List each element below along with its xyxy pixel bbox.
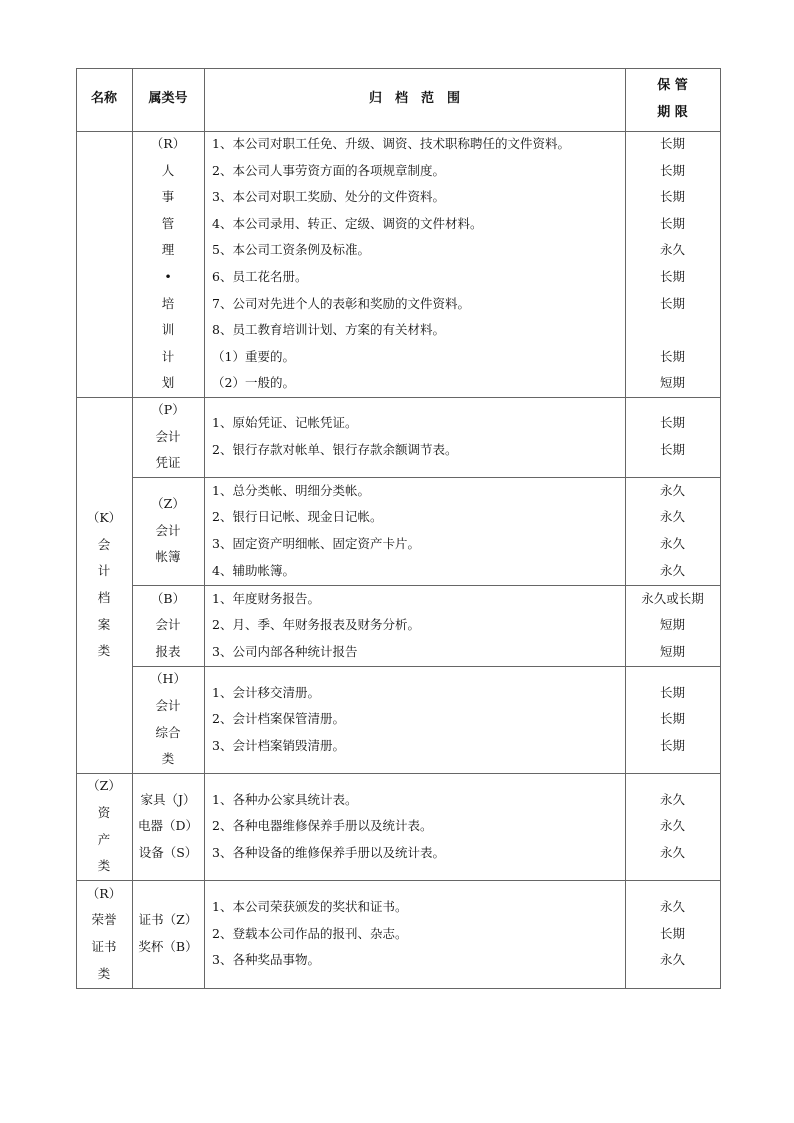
class-no-line: 计: [161, 348, 175, 364]
scope-item: 3、各种奖品事物。: [212, 952, 320, 968]
scope-item: 2、各种电器维修保养手册以及统计表。: [212, 818, 433, 834]
class-no-line: 奖杯（B）: [138, 939, 198, 954]
retention-period: 长期: [659, 162, 685, 178]
scope-cell: [204, 477, 625, 585]
scope-item: 3、各种设备的维修保养手册以及统计表。: [212, 844, 445, 860]
scope-item: 3、会计档案销毁清册。: [212, 737, 345, 753]
period-cell: [625, 477, 720, 585]
scope-item: （1）重要的。: [212, 348, 295, 364]
scope-item: 6、员工花名册。: [212, 269, 308, 284]
retention-period: 永久: [659, 791, 685, 807]
class-no-cell: [132, 477, 204, 585]
header-scope: [204, 68, 625, 131]
retention-period: 永久: [659, 482, 685, 498]
period-cell: [625, 397, 720, 477]
class-no-line: （H）: [150, 671, 186, 687]
scope-item: 2、月、季、年财务报表及财务分析。: [212, 617, 420, 633]
scope-item: 2、本公司人事劳资方面的各项规章制度。: [212, 162, 445, 178]
retention-period: 永久或长期: [641, 590, 704, 606]
class-no-cell: [132, 666, 204, 773]
section-name-line: （K）: [86, 510, 122, 526]
period-cell: [625, 880, 720, 988]
scope-cell: [204, 666, 625, 773]
column-divider: [720, 68, 721, 989]
scope-item: 1、会计移交清册。: [212, 684, 320, 700]
scope-cell: [204, 585, 625, 666]
class-no-line: 培: [161, 295, 175, 311]
retention-period: 长期: [659, 189, 685, 205]
retention-period: 短期: [659, 617, 685, 633]
header-name: [76, 68, 132, 131]
class-no-line: 人: [161, 162, 175, 178]
retention-period: 长期: [659, 136, 685, 152]
retention-period: 长期: [659, 269, 685, 284]
class-no-line: 综合: [155, 724, 181, 740]
class-no-line: 管: [161, 215, 175, 231]
class-no-line: 证书（Z）: [138, 912, 198, 928]
section-name-line: 会: [97, 536, 111, 552]
class-no-line: 理: [161, 242, 175, 258]
retention-period: 长期: [659, 415, 685, 431]
scope-cell: [204, 397, 625, 477]
class-no-line: 电器（D）: [137, 818, 199, 834]
retention-period: 长期: [659, 348, 685, 364]
scope-item: 2、会计档案保管清册。: [212, 711, 345, 727]
class-no-cell: [132, 773, 204, 880]
section-name-line: （Z）: [87, 778, 121, 794]
class-no-line: 事: [161, 189, 175, 205]
section-name-line: 计: [97, 563, 111, 579]
scope-item: 4、辅助帐簿。: [212, 562, 295, 578]
header-scope-label: 归 档 范 围: [368, 91, 460, 107]
section-name-cell: [76, 773, 132, 880]
class-no-line: 会计: [155, 617, 181, 633]
scope-item: 2、银行日记帐、现金日记帐。: [212, 509, 383, 525]
scope-item: 3、固定资产明细帐、固定资产卡片。: [212, 536, 420, 551]
scope-item: 3、公司内部各种统计报告: [212, 643, 358, 659]
period-cell: [625, 131, 720, 397]
header-class-no-label: 属类号: [148, 91, 188, 107]
section-name-cell: [76, 397, 132, 773]
class-no-cell: [132, 880, 204, 988]
class-no-line: 帐簿: [155, 549, 181, 565]
retention-period: 长期: [659, 295, 685, 311]
class-no-line: 凭证: [155, 455, 181, 471]
retention-period: 永久: [659, 509, 685, 525]
retention-period: 永久: [659, 818, 685, 834]
class-no-cell: [132, 131, 204, 397]
scope-item: 1、年度财务报告。: [212, 590, 320, 606]
retention-period: 长期: [659, 215, 685, 231]
header-class-no: [132, 68, 204, 131]
scope-cell: [204, 773, 625, 880]
class-no-line: 家具（J）: [140, 791, 196, 807]
class-no-line: 类: [161, 751, 175, 767]
class-no-line: （P）: [151, 402, 185, 418]
retention-period: 永久: [659, 844, 685, 860]
retention-period: 永久: [659, 899, 685, 915]
class-no-line: 报表: [155, 643, 181, 659]
period-cell: [625, 773, 720, 880]
scope-item: 1、本公司对职工任免、升级、调资、技术职称聘任的文件资料。: [212, 136, 570, 152]
class-no-line: 划: [161, 375, 175, 391]
scope-item: 8、员工教育培训计划、方案的有关材料。: [212, 322, 445, 338]
retention-period: 长期: [659, 925, 685, 941]
section-name-line: （R）: [86, 885, 122, 901]
scope-item: （2）一般的。: [212, 375, 295, 391]
section-name-line: 类: [97, 858, 111, 874]
section-name-line: 案: [97, 616, 111, 632]
retention-period: 长期: [659, 442, 685, 457]
scope-cell: [204, 880, 625, 988]
period-cell: [625, 585, 720, 666]
class-no-line: （Z）: [151, 496, 185, 512]
scope-item: 3、本公司对职工奖励、处分的文件资料。: [212, 189, 445, 205]
period-cell: [625, 666, 720, 773]
section-name-line: 档: [97, 590, 111, 605]
scope-item: 2、银行存款对帐单、银行存款余额调节表。: [212, 442, 458, 457]
retention-period: 永久: [659, 562, 685, 578]
scope-item: 2、登载本公司作品的报刊、杂志。: [212, 925, 408, 941]
retention-period: 长期: [659, 684, 685, 700]
header-period-label: 保 管: [657, 77, 688, 93]
section-name-line: 类: [97, 965, 111, 981]
scope-item: 1、各种办公家具统计表。: [212, 791, 358, 807]
class-no-line: 设备（S）: [138, 844, 198, 860]
scope-item: 1、总分类帐、明细分类帐。: [212, 482, 370, 498]
section-name-cell: [76, 131, 132, 397]
header-period: [625, 68, 720, 131]
section-name-cell: [76, 880, 132, 988]
class-no-line: （B）: [150, 590, 186, 606]
scope-item: 4、本公司录用、转正、定级、调资的文件材料。: [212, 215, 483, 231]
retention-period: 永久: [659, 952, 685, 968]
header-period-label: 期 限: [657, 104, 688, 120]
class-no-line: 会计: [155, 428, 181, 444]
class-no-cell: [132, 585, 204, 666]
retention-period: 短期: [659, 375, 685, 391]
scope-item: 7、公司对先进个人的表彰和奖励的文件资料。: [212, 295, 470, 311]
scope-item: 1、原始凭证、记帐凭证。: [212, 415, 358, 431]
section-name-line: 资: [97, 804, 111, 820]
section-name-line: 证书: [91, 939, 117, 954]
class-no-line: 训: [161, 322, 175, 338]
class-no-line: 会计: [155, 697, 181, 713]
scope-item: 1、本公司荣获颁发的奖状和证书。: [212, 899, 408, 915]
scope-cell: [204, 131, 625, 397]
class-no-line: 会计: [155, 522, 181, 538]
class-no-line: •: [164, 269, 172, 284]
retention-period: 永久: [659, 242, 685, 258]
section-name-line: 类: [97, 643, 111, 659]
section-name-line: 产: [97, 831, 111, 847]
retention-period: 永久: [659, 536, 685, 551]
class-no-line: （R）: [150, 136, 186, 152]
retention-period: 长期: [659, 737, 685, 753]
section-name-line: 荣誉: [91, 912, 117, 928]
retention-period: 长期: [659, 711, 685, 727]
row-divider: [76, 988, 721, 989]
retention-period: 短期: [659, 643, 685, 659]
scope-item: 5、本公司工资条例及标准。: [212, 242, 370, 258]
header-name-label: 名称: [90, 91, 117, 107]
class-no-cell: [132, 397, 204, 477]
